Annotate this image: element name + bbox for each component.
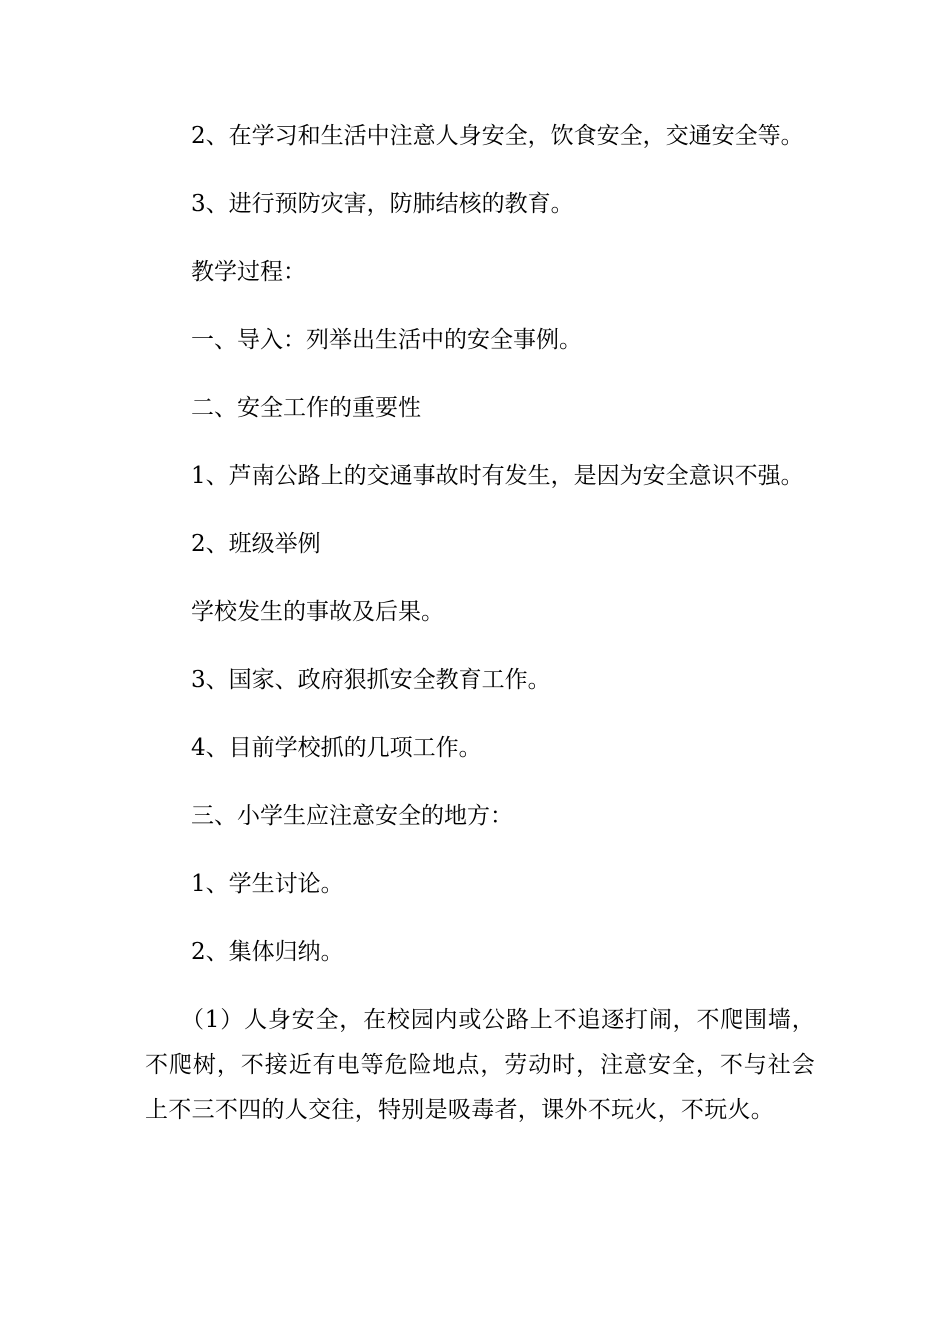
paragraph: 三、小学生应注意安全的地方： xyxy=(191,803,513,829)
paragraph: 3、国家、政府狠抓安全教育工作。 xyxy=(191,667,551,693)
paragraph: 1、芦南公路上的交通事故时有发生，是因为安全意识不强。 xyxy=(191,463,804,489)
paragraph: 2、班级举例 xyxy=(191,531,321,557)
paragraph: 3、进行预防灾害，防肺结核的教育。 xyxy=(191,191,574,217)
paragraph: 4、目前学校抓的几项工作。 xyxy=(191,735,482,761)
paragraph: （1）人身安全，在校园内或公路上不追逐打闹，不爬围墙，不爬树，不接近有电等危险地点，劳动时，注意安全，不与社会上不三不四的人交往，特别是吸毒者，课外不玩火，不玩火。 xyxy=(145,1007,815,1123)
paragraph: 1、学生讨论。 xyxy=(191,871,344,897)
paragraph: 2、在学习和生活中注意人身安全，饮食安全，交通安全等。 xyxy=(191,123,804,149)
paragraph: 一、导入：列举出生活中的安全事例。 xyxy=(191,327,582,353)
paragraph: 二、安全工作的重要性 xyxy=(191,395,421,421)
paragraph: 学校发生的事故及后果。 xyxy=(191,599,444,625)
paragraph: 2、集体归纳。 xyxy=(191,939,344,965)
document-body xyxy=(145,114,815,1156)
paragraph: 教学过程： xyxy=(191,259,306,285)
